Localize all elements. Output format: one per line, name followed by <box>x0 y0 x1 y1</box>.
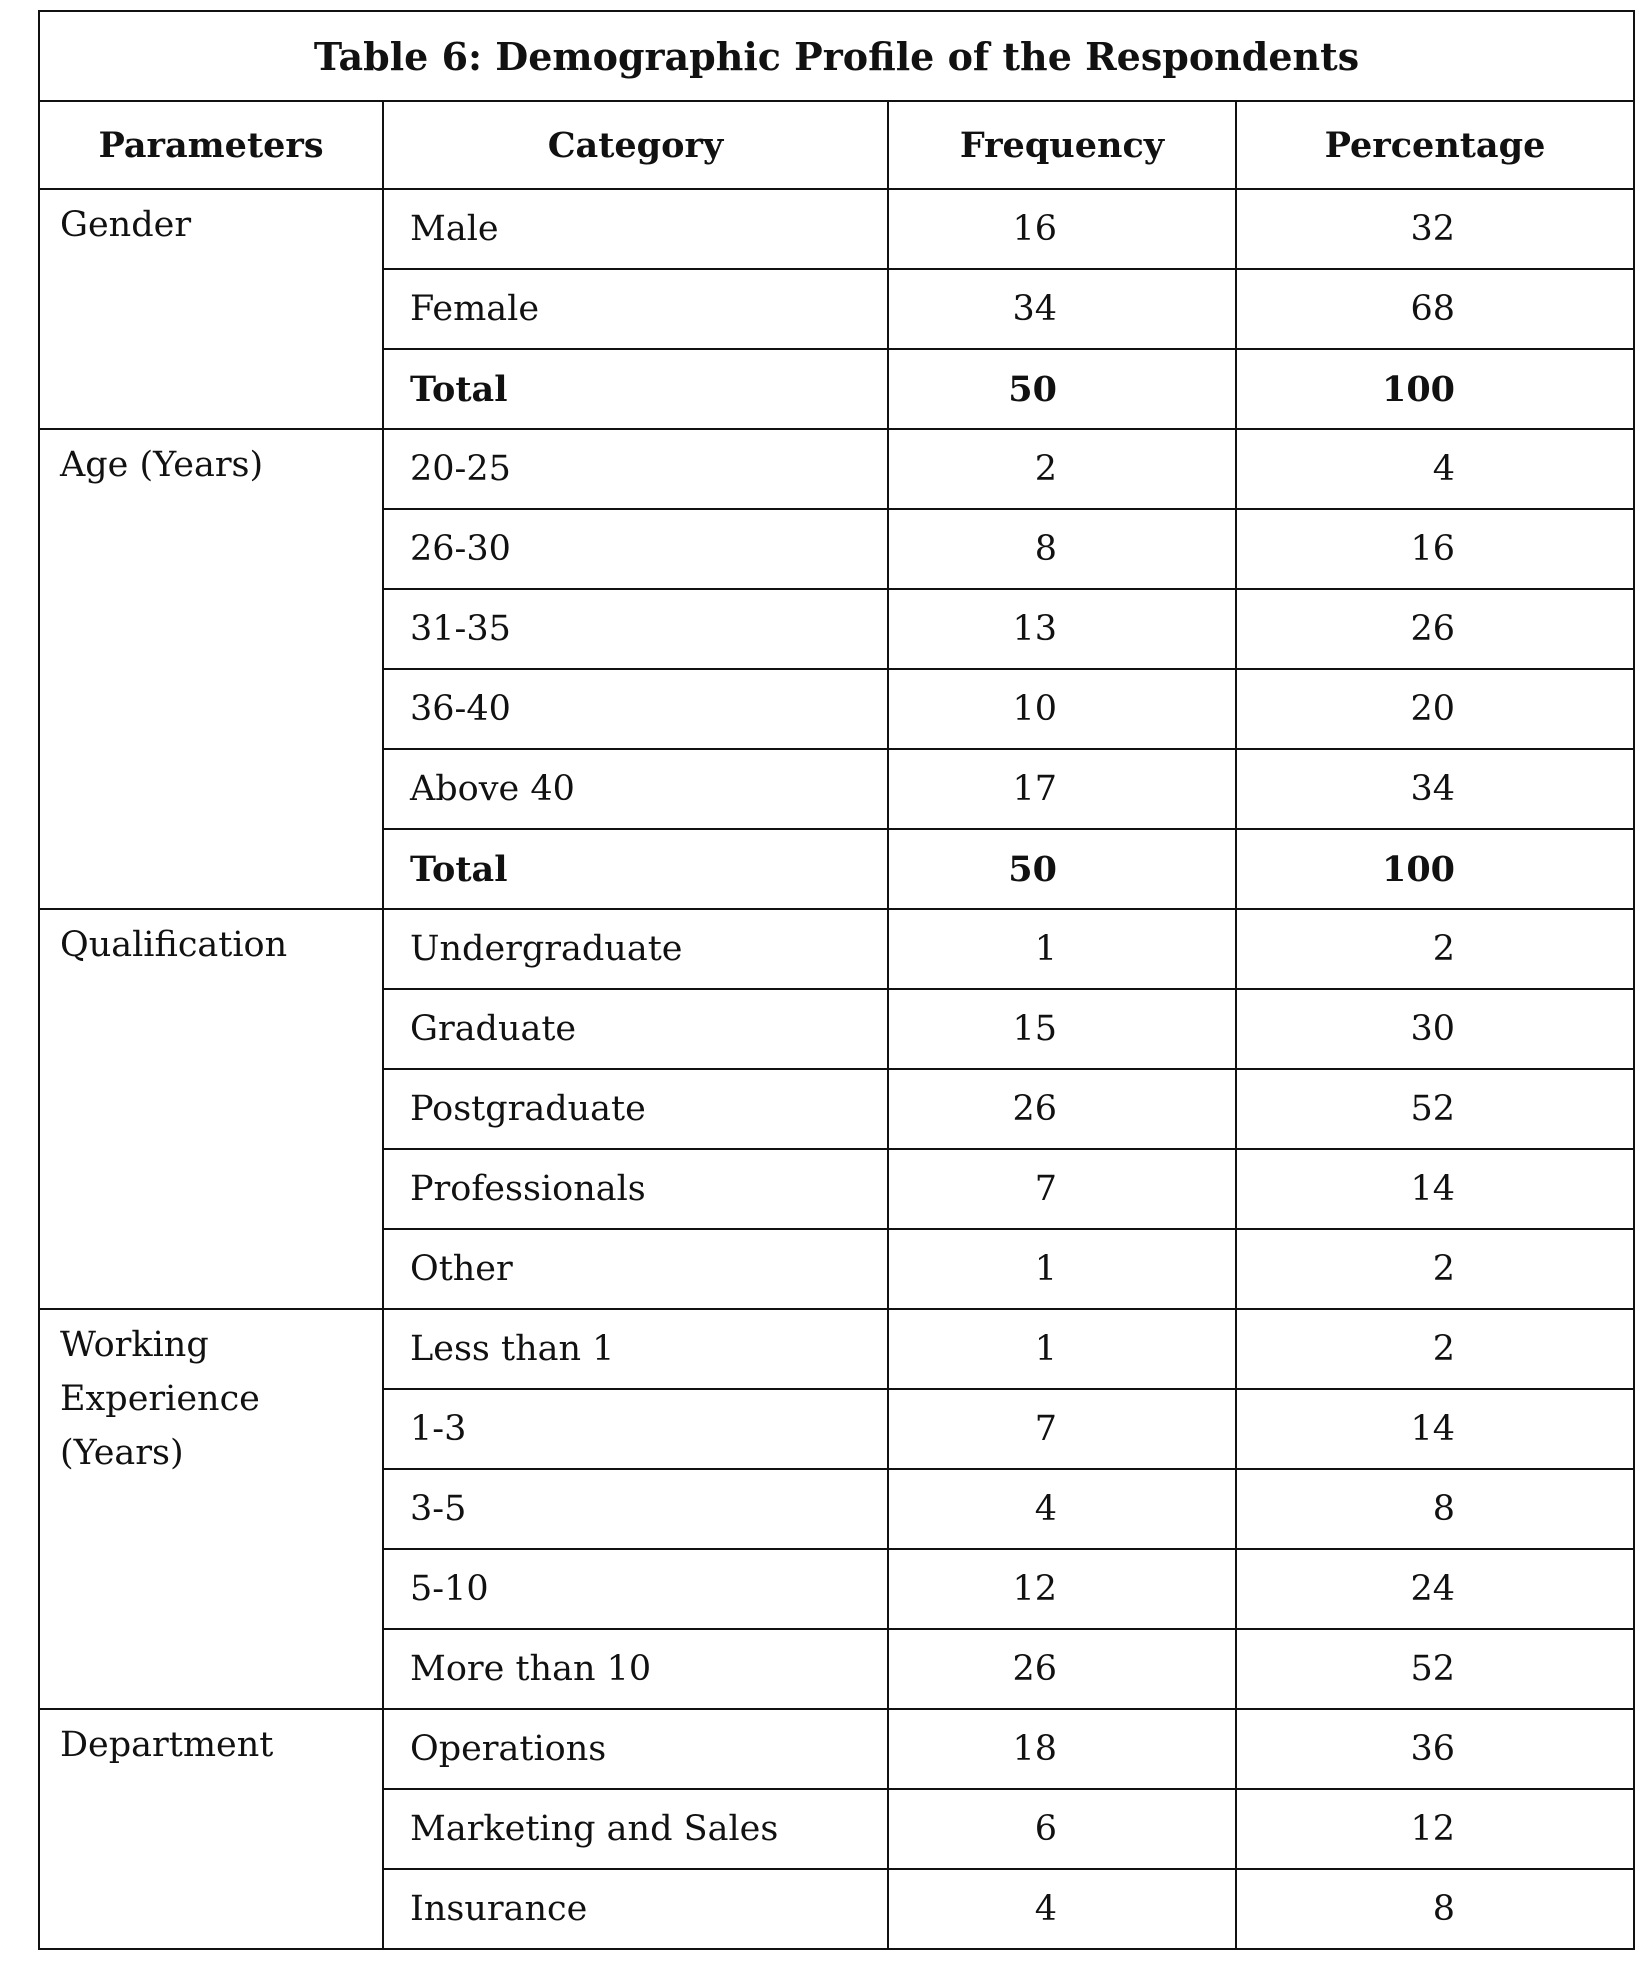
frequency-cell: 13 <box>888 589 1236 669</box>
percentage-cell: 14 <box>1236 1389 1634 1469</box>
frequency-cell: 50 <box>888 829 1236 909</box>
percentage-cell: 4 <box>1236 429 1634 509</box>
category-cell: Female <box>383 269 888 349</box>
percentage-cell: 68 <box>1236 269 1634 349</box>
category-cell: Total <box>383 829 888 909</box>
category-cell: Operations <box>383 1709 888 1789</box>
frequency-cell: 26 <box>888 1629 1236 1709</box>
percentage-cell: 2 <box>1236 1229 1634 1309</box>
category-cell: 26-30 <box>383 509 888 589</box>
category-cell: 1-3 <box>383 1389 888 1469</box>
parameter-label: Working Experience (Years) <box>60 1325 260 1473</box>
category-cell: Graduate <box>383 989 888 1069</box>
header-percentage: Percentage <box>1236 101 1634 189</box>
frequency-cell: 15 <box>888 989 1236 1069</box>
percentage-cell: 32 <box>1236 189 1634 269</box>
category-cell: 5-10 <box>383 1549 888 1629</box>
percentage-cell: 24 <box>1236 1549 1634 1629</box>
frequency-cell: 7 <box>888 1149 1236 1229</box>
frequency-cell: 50 <box>888 349 1236 429</box>
category-cell: Other <box>383 1229 888 1309</box>
frequency-cell: 7 <box>888 1389 1236 1469</box>
parameter-cell <box>39 1309 383 1709</box>
table-row <box>39 1309 1634 1389</box>
parameter-label: Department <box>60 1725 274 1765</box>
category-cell: More than 10 <box>383 1629 888 1709</box>
parameter-cell <box>39 189 383 429</box>
category-cell: Professionals <box>383 1149 888 1229</box>
header-category: Category <box>383 101 888 189</box>
category-cell: Less than 1 <box>383 1309 888 1389</box>
frequency-cell: 1 <box>888 909 1236 989</box>
category-cell: 20-25 <box>383 429 888 509</box>
percentage-cell: 2 <box>1236 1309 1634 1389</box>
table-row <box>39 909 1634 989</box>
frequency-cell: 10 <box>888 669 1236 749</box>
header-frequency: Frequency <box>888 101 1236 189</box>
parameter-cell <box>39 909 383 1309</box>
percentage-cell: 2 <box>1236 909 1634 989</box>
percentage-cell: 52 <box>1236 1629 1634 1709</box>
frequency-cell: 1 <box>888 1229 1236 1309</box>
frequency-cell: 1 <box>888 1309 1236 1389</box>
parameter-cell <box>39 1709 383 1949</box>
parameter-label: Qualification <box>60 925 288 965</box>
category-cell: Total <box>383 349 888 429</box>
frequency-cell: 6 <box>888 1789 1236 1869</box>
percentage-cell: 16 <box>1236 509 1634 589</box>
parameter-label: Gender <box>60 205 192 245</box>
frequency-cell: 16 <box>888 189 1236 269</box>
frequency-cell: 2 <box>888 429 1236 509</box>
frequency-cell: 34 <box>888 269 1236 349</box>
frequency-cell: 4 <box>888 1869 1236 1949</box>
table-row <box>39 189 1634 269</box>
category-cell: Postgraduate <box>383 1069 888 1149</box>
category-cell: Insurance <box>383 1869 888 1949</box>
table-row <box>39 1709 1634 1789</box>
category-cell: Male <box>383 189 888 269</box>
percentage-cell: 34 <box>1236 749 1634 829</box>
table-body <box>39 189 1634 1949</box>
frequency-cell: 4 <box>888 1469 1236 1549</box>
frequency-cell: 18 <box>888 1709 1236 1789</box>
percentage-cell: 20 <box>1236 669 1634 749</box>
percentage-cell: 26 <box>1236 589 1634 669</box>
category-cell: 36-40 <box>383 669 888 749</box>
frequency-cell: 12 <box>888 1549 1236 1629</box>
category-cell: Undergraduate <box>383 909 888 989</box>
parameter-label: Age (Years) <box>60 445 264 485</box>
category-cell: 3-5 <box>383 1469 888 1549</box>
frequency-cell: 17 <box>888 749 1236 829</box>
percentage-cell: 100 <box>1236 349 1634 429</box>
demographic-table <box>38 10 1635 1950</box>
header-parameters: Parameters <box>39 101 383 189</box>
percentage-cell: 30 <box>1236 989 1634 1069</box>
percentage-cell: 12 <box>1236 1789 1634 1869</box>
category-cell: Marketing and Sales <box>383 1789 888 1869</box>
percentage-cell: 100 <box>1236 829 1634 909</box>
category-cell: 31-35 <box>383 589 888 669</box>
demographic-table-container <box>38 10 1633 1950</box>
percentage-cell: 8 <box>1236 1869 1634 1949</box>
parameter-cell <box>39 429 383 909</box>
table-row <box>39 429 1634 509</box>
frequency-cell: 26 <box>888 1069 1236 1149</box>
category-cell: Above 40 <box>383 749 888 829</box>
percentage-cell: 14 <box>1236 1149 1634 1229</box>
frequency-cell: 8 <box>888 509 1236 589</box>
percentage-cell: 8 <box>1236 1469 1634 1549</box>
percentage-cell: 52 <box>1236 1069 1634 1149</box>
table-title: Table 6: Demographic Profile of the Respondents <box>39 11 1634 101</box>
percentage-cell: 36 <box>1236 1709 1634 1789</box>
